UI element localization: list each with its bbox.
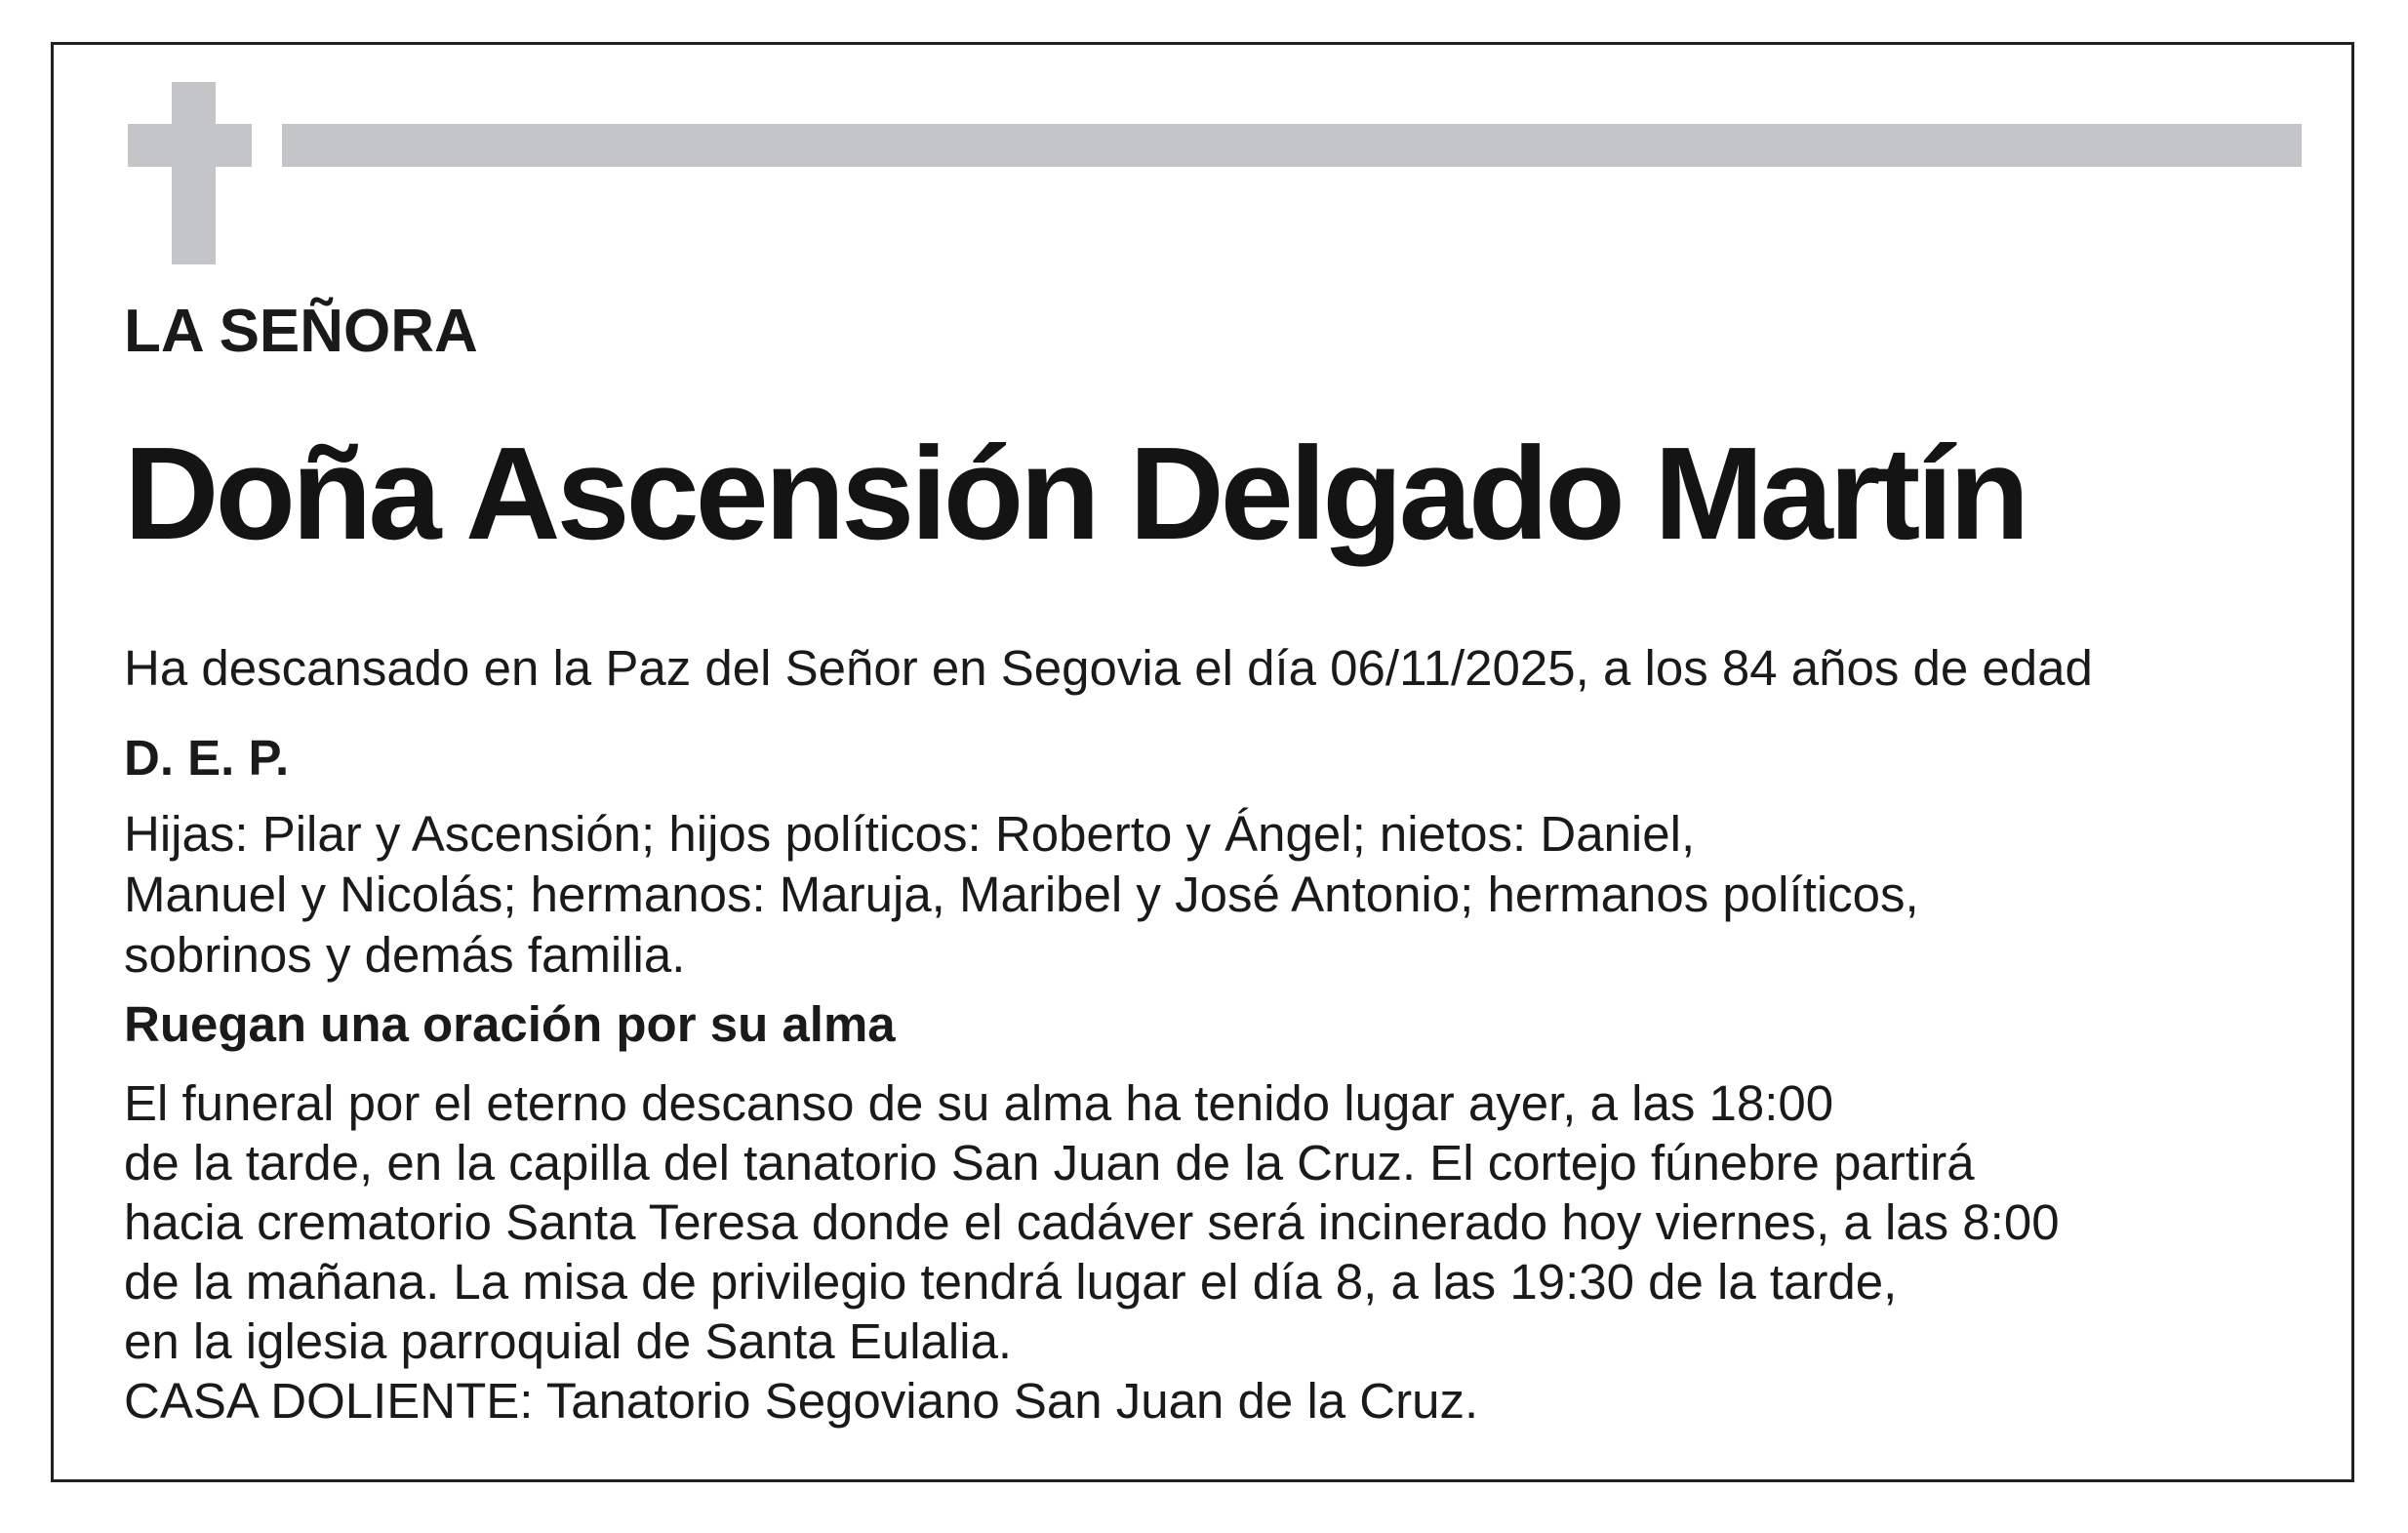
death-notice: Ha descansado en la Paz del Señor en Segovia el día 06/11/2025, a los 84 años de edad <box>124 640 2093 696</box>
funeral-details <box>124 1073 2060 1431</box>
family-line: Manuel y Nicolás; hermanos: Maruja, Maribel y José Antonio; hermanos políticos, <box>124 867 1919 922</box>
casa-doliente-line: CASA DOLIENTE: Tanatorio Segoviano San Juan de la Cruz. <box>124 1373 1479 1429</box>
honorific-title: LA SEÑORA <box>124 298 478 365</box>
family-line: sobrinos y demás familia. <box>124 927 686 983</box>
funeral-line: de la tarde, en la capilla del tanatorio San Juan de la Cruz. El cortejo fúnebre partirá <box>124 1135 1975 1190</box>
family-line: Hijas: Pilar y Ascensión; hijos políticos: Roberto y Ángel; nietos: Daniel, <box>124 806 1696 862</box>
funeral-line: de la mañana. La misa de privilegio tendrá lugar el día 8, a las 19:30 de la tarde, <box>124 1254 1898 1310</box>
family-list <box>124 804 1919 986</box>
dep-abbreviation: D. E. P. <box>124 730 290 786</box>
funeral-line: El funeral por el eterno descanso de su alma ha tenido lugar ayer, a las 18:00 <box>124 1075 1834 1131</box>
funeral-line: en la iglesia parroquial de Santa Eulalia. <box>124 1313 1013 1369</box>
header-rule <box>282 124 2302 167</box>
prayer-request: Ruegan una oración por su alma <box>124 996 896 1052</box>
deceased-name: Doña Ascensión Delgado Martín <box>124 420 2027 567</box>
cross-icon-horizontal <box>128 124 252 167</box>
cross-icon-vertical <box>172 82 216 264</box>
funeral-line: hacia crematorio Santa Teresa donde el cadáver será incinerado hoy viernes, a las 8:00 <box>124 1194 2060 1250</box>
